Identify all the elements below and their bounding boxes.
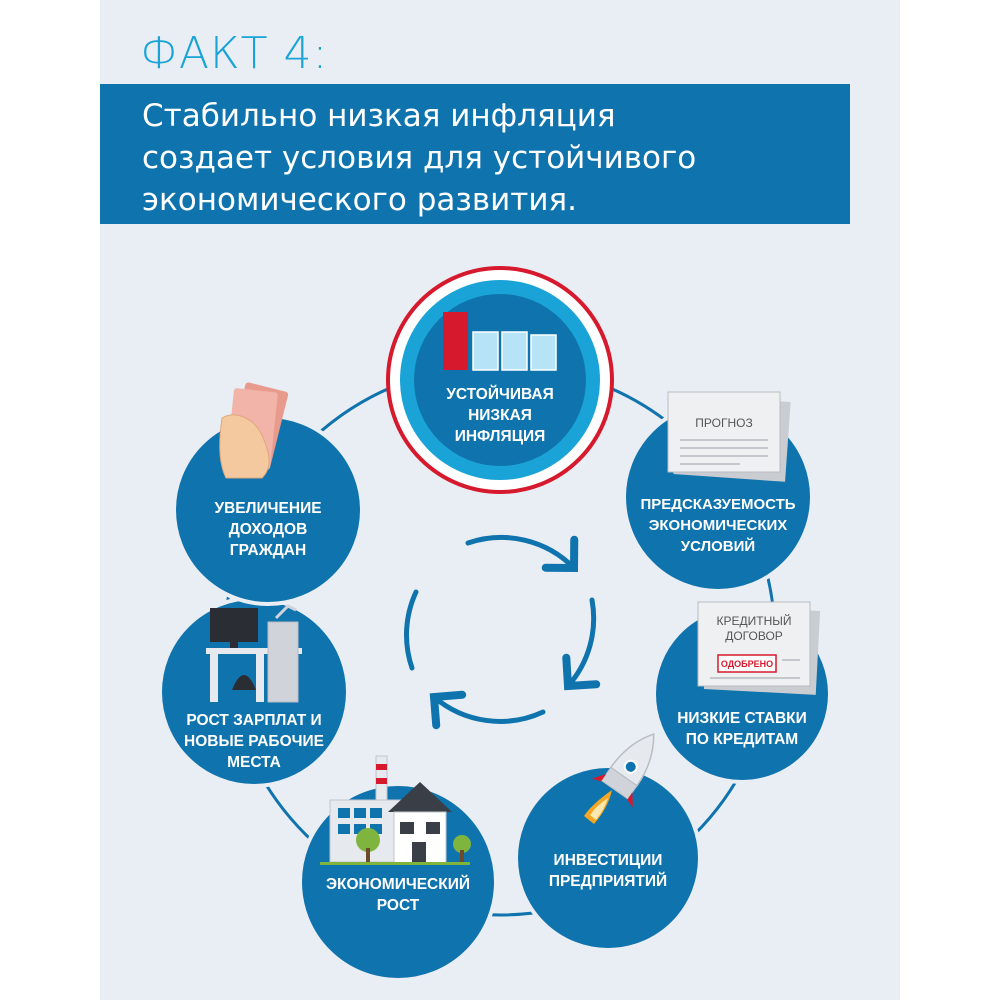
label-income-line-3: ГРАЖДАН bbox=[229, 542, 307, 559]
title-line-3: экономического развития. bbox=[142, 182, 577, 218]
label-inflation-line-1: УСТОЙЧИВАЯ bbox=[446, 386, 554, 403]
cycle-arc-left-icon bbox=[407, 592, 416, 668]
center-cycle-arrows bbox=[407, 537, 594, 721]
forecast-doc-text: ПРОГНОЗ bbox=[695, 416, 753, 430]
label-investment-line-1: ИНВЕСТИЦИИ bbox=[553, 852, 663, 869]
label-low-rates-line-2: ПО КРЕДИТАМ bbox=[685, 731, 799, 748]
approved-stamp-text: ОДОБРЕНО bbox=[720, 659, 774, 669]
label-growth-line-2: РОСТ bbox=[376, 897, 420, 914]
node-inflation bbox=[388, 268, 612, 492]
label-jobs-line-3: МЕСТА bbox=[227, 754, 281, 771]
node-growth bbox=[300, 756, 496, 980]
contract-doc-line-2: ДОГОВОР bbox=[725, 629, 783, 643]
label-jobs-line-1: РОСТ ЗАРПЛАТ И bbox=[186, 712, 322, 729]
label-growth bbox=[298, 874, 498, 916]
contract-doc-line-1: КРЕДИТНЫЙ bbox=[716, 614, 792, 628]
label-income-line-2: ДОХОДОВ bbox=[228, 521, 308, 538]
node-income bbox=[174, 382, 362, 604]
label-income-line-1: УВЕЛИЧЕНИЕ bbox=[214, 500, 322, 517]
credit-contract-icon bbox=[698, 602, 820, 695]
label-growth-line-1: ЭКОНОМИЧЕСКИЙ bbox=[325, 876, 470, 893]
cycle-arrow-right-icon bbox=[568, 600, 594, 686]
label-predictability-line-3: УСЛОВИЙ bbox=[680, 538, 756, 555]
label-predictability-line-1: ПРЕДСКАЗУЕМОСТЬ bbox=[640, 496, 796, 513]
cycle-arrow-bottom-icon bbox=[434, 697, 543, 721]
label-predictability-line-2: ЭКОНОМИЧЕСКИХ bbox=[648, 517, 788, 534]
label-inflation-line-3: ИНФЛЯЦИЯ bbox=[454, 428, 546, 445]
node-low-rates bbox=[654, 602, 830, 782]
label-low-rates bbox=[642, 708, 842, 750]
label-income bbox=[168, 498, 368, 561]
cycle-arrow-top-icon bbox=[468, 537, 574, 568]
fact-label: ФАКТ 4: bbox=[140, 28, 329, 79]
title-line-2: создает условия для устойчивого bbox=[142, 140, 697, 176]
node-investment bbox=[516, 720, 700, 950]
forecast-document-icon bbox=[668, 392, 791, 482]
label-inflation-line-2: НИЗКАЯ bbox=[468, 407, 532, 424]
label-investment-line-2: ПРЕДПРИЯТИЙ bbox=[548, 873, 668, 890]
label-inflation bbox=[400, 384, 600, 447]
node-predictability bbox=[624, 392, 812, 591]
label-jobs-line-2: НОВЫЕ РАБОЧИЕ bbox=[184, 733, 324, 750]
label-investment bbox=[508, 850, 708, 892]
label-jobs bbox=[154, 710, 354, 773]
label-low-rates-line-1: НИЗКИЕ СТАВКИ bbox=[677, 710, 807, 727]
label-predictability bbox=[618, 494, 818, 557]
title-line-1: Стабильно низкая инфляция bbox=[142, 98, 616, 134]
